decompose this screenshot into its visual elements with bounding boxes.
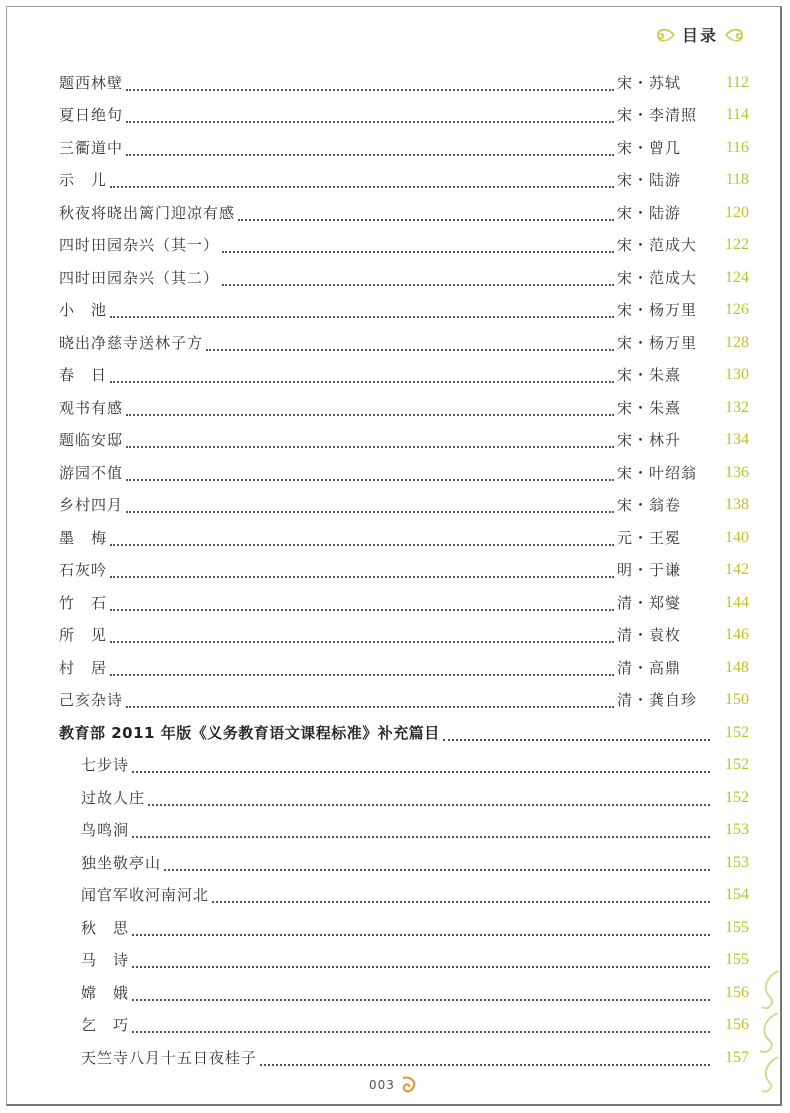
toc-entry[interactable]: 观书有感 宋・朱熹 132 [59, 399, 749, 417]
toc-entry[interactable]: 题临安邸 宋・林升 134 [59, 431, 749, 449]
toc-entry[interactable]: 夏日绝句 宋・李清照 114 [59, 106, 749, 124]
toc-entry[interactable]: 竹 石 清・郑燮 144 [59, 594, 749, 612]
toc-entry[interactable]: 墨 梅 元・王冕 140 [59, 529, 749, 547]
toc-supplement-entry[interactable]: 七步诗 152 [81, 756, 749, 774]
toc-entry[interactable]: 乡村四月 宋・翁卷 138 [59, 496, 749, 514]
toc-supplement-entry[interactable]: 嫦 娥 156 [81, 984, 749, 1002]
side-floral-ornament-icon [752, 967, 780, 1097]
toc-entry[interactable]: 小 池 宋・杨万里 126 [59, 301, 749, 319]
toc-entry[interactable]: 三衢道中 宋・曾几 116 [59, 139, 749, 157]
toc-entry[interactable]: 晓出净慈寺送林子方 宋・杨万里 128 [59, 334, 749, 352]
toc-supplement-entry[interactable]: 马 诗 155 [81, 951, 749, 969]
page-footer [369, 1074, 419, 1096]
toc-title: 目录 [681, 26, 718, 45]
footer-swirl-icon [399, 1074, 419, 1096]
toc-section-heading[interactable]: 教育部 2011 年版《义务教育语文课程标准》补充篇目 152 [59, 724, 749, 742]
toc-header [654, 23, 746, 46]
toc-entry[interactable]: 秋夜将晓出篱门迎凉有感 宋・陆游 120 [59, 204, 749, 222]
toc-supplement-entry[interactable]: 独坐敬亭山 153 [81, 854, 749, 872]
toc-supplement-entry[interactable]: 闻官军收河南河北 154 [81, 886, 749, 904]
toc-supplement-entry[interactable]: 乞 巧 156 [81, 1016, 749, 1034]
toc-entry[interactable]: 四时田园杂兴（其二） 宋・范成大 124 [59, 269, 749, 287]
toc-page [6, 6, 782, 1106]
toc-supplement-entry[interactable]: 鸟鸣涧 153 [81, 821, 749, 839]
toc-entry[interactable]: 春 日 宋・朱熹 130 [59, 366, 749, 384]
toc-entry[interactable]: 村 居 清・高鼎 148 [59, 659, 749, 677]
toc-supplement-entry[interactable]: 过故人庄 152 [81, 789, 749, 807]
toc-supplement-entry[interactable]: 秋 思 155 [81, 919, 749, 937]
ornament-right-icon [724, 24, 746, 46]
ornament-left-icon [654, 24, 676, 46]
page-number: 003 [369, 1078, 395, 1092]
toc-supplement-entry[interactable]: 天竺寺八月十五日夜桂子 157 [81, 1049, 749, 1067]
toc-entry[interactable]: 石灰吟 明・于谦 142 [59, 561, 749, 579]
toc-entry[interactable]: 四时田园杂兴（其一） 宋・范成大 122 [59, 236, 749, 254]
toc-entry[interactable]: 示 儿 宋・陆游 118 [59, 171, 749, 189]
toc-entry[interactable]: 己亥杂诗 清・龚自珍 150 [59, 691, 749, 709]
toc-entry[interactable]: 游园不值 宋・叶绍翁 136 [59, 464, 749, 482]
toc-entry[interactable]: 题西林壁 宋・苏轼 112 [59, 74, 749, 92]
toc-entry[interactable]: 所 见 清・袁枚 146 [59, 626, 749, 644]
